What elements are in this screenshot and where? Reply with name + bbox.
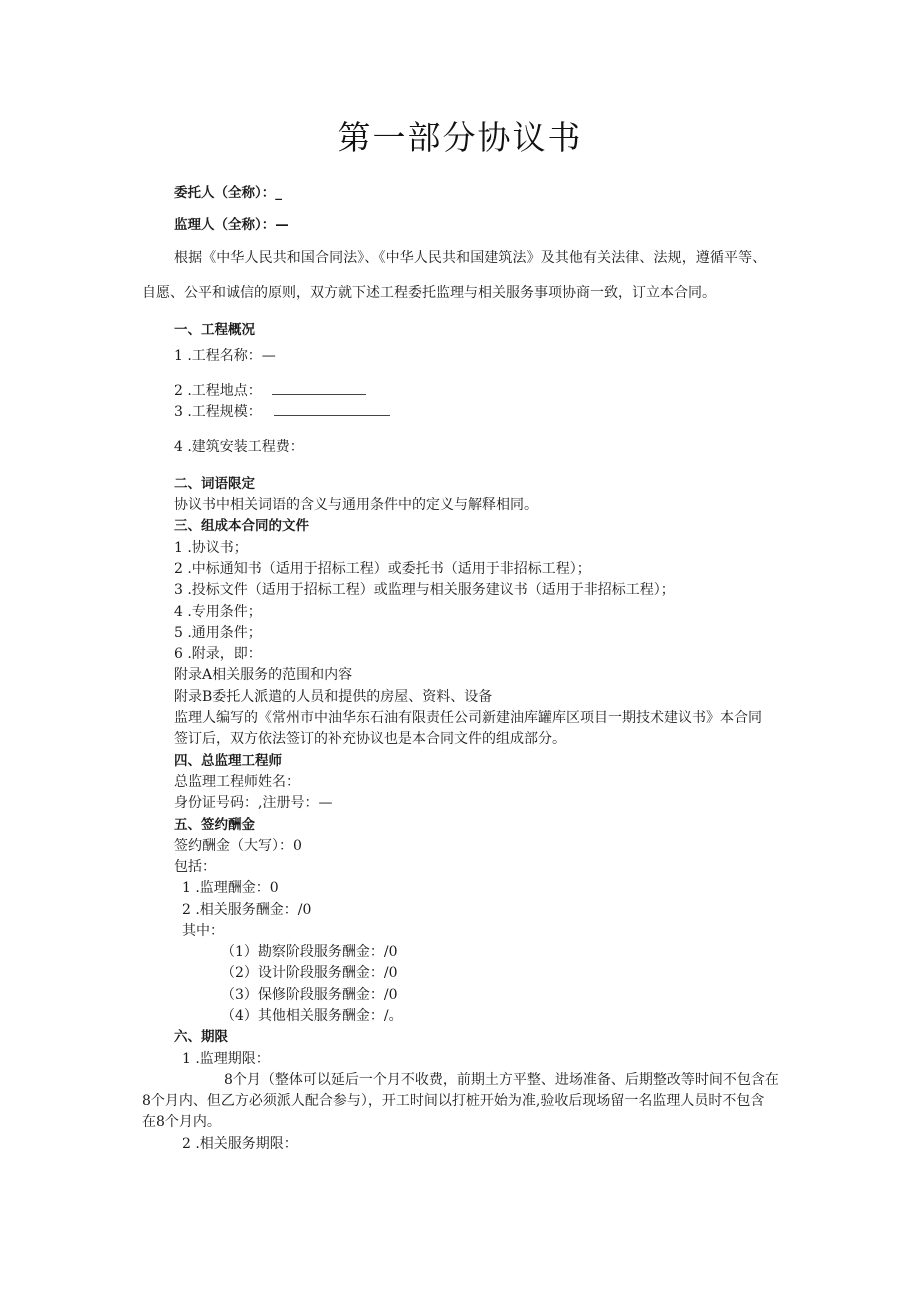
intro-paragraph-line-2: 自愿、公平和诚信的原则，双方就下述工程委托监理与相关服务事项协商一致，订立本合同。 (142, 285, 716, 301)
terms-text: 协议书中相关词语的含义与通用条件中的定义与解释相同。 (174, 497, 538, 513)
project-location-label: 2 .工程地点： (174, 383, 262, 399)
section-1-heading: 一、工程概况 (174, 322, 255, 338)
period-text-line-2: 8个月内、但乙方必须派人配合参与），开工时间以打桩开始为准,验收后现场留一名监理人员时不包含 (142, 1093, 765, 1109)
project-location-line (174, 380, 366, 400)
related-service-fee-line: 2 .相关服务酬金：/0 (182, 902, 312, 918)
intro-paragraph-line-1: 根据《中华人民共和国合同法》、《中华人民共和国建筑法》及其他有关法律、法规，遵循平等、 (174, 250, 767, 266)
document-list-item: 6 .附录，即： (174, 646, 262, 662)
project-scale-line (174, 401, 390, 421)
construction-cost-line: 4 .建筑安装工程费： (174, 439, 304, 455)
includes-label: 包括： (174, 859, 216, 875)
sub-fee-line: （2）设计阶段服务酬金：/0 (221, 965, 398, 981)
document-list-item: 2 .中标通知书（适用于招标工程）或委托书（适用于非招标工程）； (174, 561, 591, 577)
section-3-heading: 三、组成本合同的文件 (174, 518, 309, 534)
proposal-note-line-2: 签订后，双方依法签订的补充协议也是本合同文件的组成部分。 (174, 731, 566, 747)
chief-engineer-name-line: 总监理工程师姓名： (174, 774, 300, 790)
section-4-heading: 四、总监理工程师 (174, 753, 282, 769)
period-text-line-1: 8个月（整体可以延后一个月不收费，前期土方平整、进场准备、后期整改等时间不包含在 (224, 1072, 779, 1088)
sub-fee-line: （1）勘察阶段服务酬金：/0 (221, 944, 398, 960)
document-list-item: 5 .通用条件； (174, 625, 262, 641)
project-scale-blank (274, 401, 390, 416)
among-label: 其中： (182, 923, 224, 939)
page-title: 第一部分协议书 (337, 118, 583, 157)
project-location-blank (272, 380, 366, 395)
section-6-heading: 六、期限 (174, 1029, 228, 1045)
document-list-item: 1 .协议书； (174, 540, 248, 556)
client-line: 委托人（全称）：_ (174, 185, 282, 201)
supervision-period-line: 1 .监理期限： (182, 1051, 270, 1067)
id-registration-line: 身份证号码：,注册号：— (174, 795, 333, 811)
section-5-heading: 五、签约酬金 (174, 817, 255, 833)
appendix-a-line: 附录A相关服务的范围和内容 (174, 667, 353, 683)
document-list-item: 3 .投标文件（适用于招标工程）或监理与相关服务建议书（适用于非招标工程）； (174, 582, 675, 598)
document-list-item: 4 .专用条件； (174, 604, 262, 620)
appendix-b-line: 附录B委托人派遣的人员和提供的房屋、资料、设备 (174, 689, 493, 705)
sub-fee-line: （3）保修阶段服务酬金：/0 (221, 987, 398, 1003)
service-period-line: 2 .相关服务期限： (182, 1136, 298, 1152)
sub-fee-line: （4）其他相关服务酬金：/。 (221, 1008, 403, 1024)
section-2-heading: 二、词语限定 (174, 476, 255, 492)
supervision-fee-line: 1 .监理酬金：0 (182, 880, 279, 896)
period-text-line-3: 在8个月内。 (142, 1114, 221, 1130)
project-scale-label: 3 .工程规模： (174, 404, 262, 420)
proposal-note-line-1: 监理人编写的《常州市中油华东石油有限责任公司新建油库罐库区项目一期技术建议书》本合同 (174, 710, 762, 726)
supervisor-line: 监理人（全称）：— (174, 217, 289, 233)
project-name-line: 1 .工程名称：— (174, 348, 276, 364)
contract-fee-line: 签约酬金（大写）：0 (174, 838, 302, 854)
